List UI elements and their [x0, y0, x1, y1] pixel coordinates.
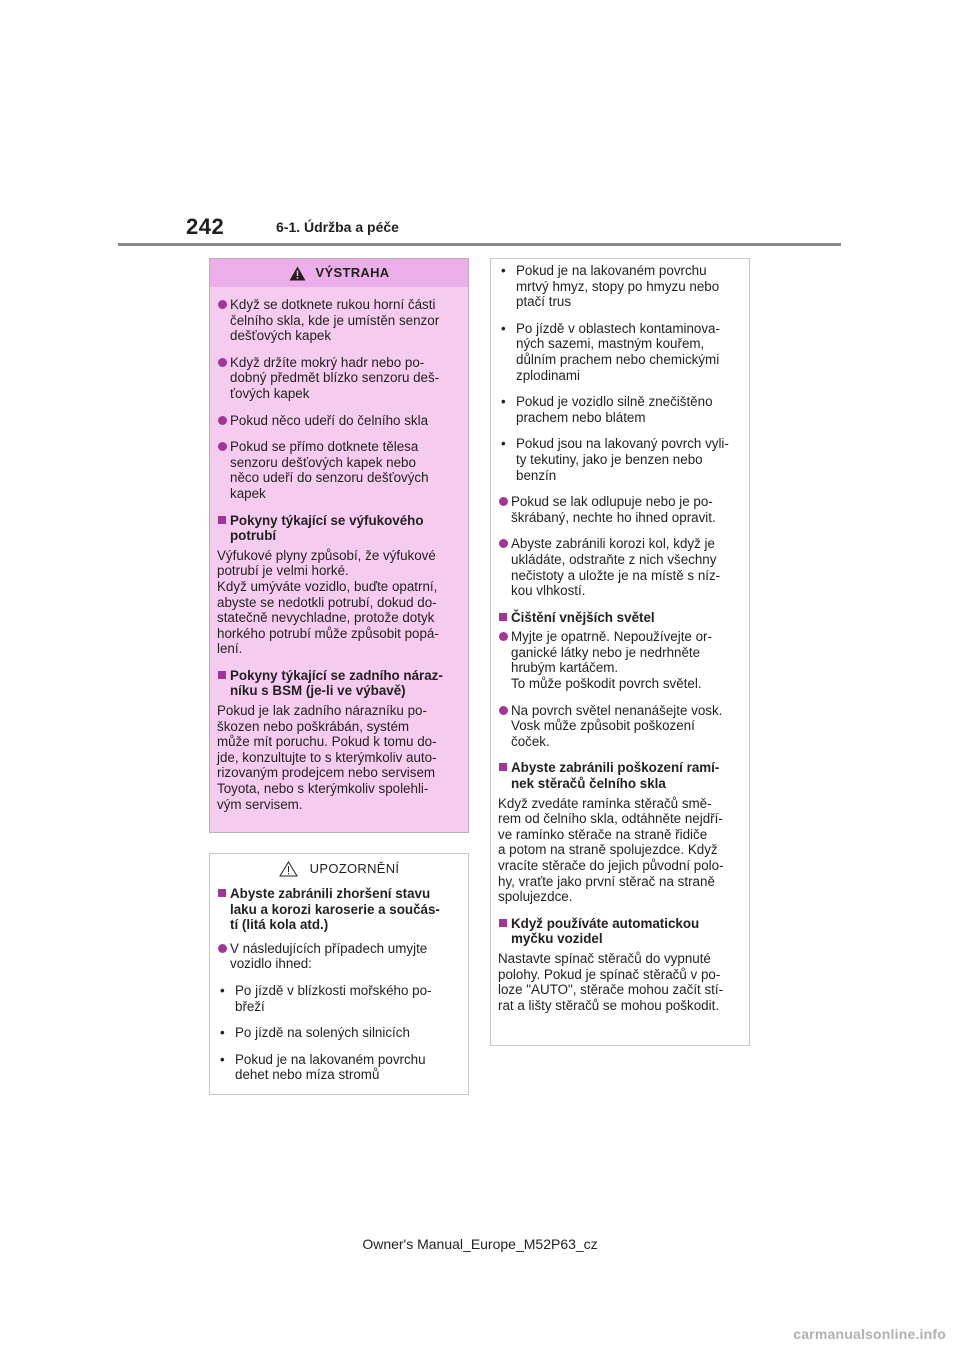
header-divider	[118, 243, 841, 246]
caution-list-item: • Po jízdě v blízkosti mořského po- břeží	[217, 983, 460, 1014]
warning-item: Když se dotknete rukou horní části čelního skla, kde je umístěn senzor dešťových kapek	[217, 297, 460, 344]
warning-subheading: Pokyny týkající se výfukového potrubí	[217, 513, 460, 544]
caution-box	[209, 853, 469, 1095]
caution-list-item: • Pokud jsou na lakovaný povrch vyli- ty tekutiny, jako je benzen nebo benzín	[498, 436, 741, 483]
page-number: 242	[186, 214, 225, 239]
warning-header	[210, 259, 468, 287]
warning-item: Pokud něco udeří do čelního skla	[217, 413, 460, 429]
caution-list-item: • Po jízdě na solených silnicích	[217, 1025, 460, 1041]
caution-item: Na povrch světel nenanášejte vosk. Vosk může způsobit poškození čoček.	[498, 703, 741, 750]
warning-subheading: Pokyny týkající se zadního náraz- níku s BSM (je-li ve výbavě)	[217, 668, 460, 699]
caution-subheading: Čištění vnějších světel	[498, 610, 741, 626]
warning-title: VÝSTRAHA	[315, 265, 390, 281]
caution-item: V následujících případech umyjte vozidlo ihned:	[217, 941, 460, 972]
footer-manual-id: Owner's Manual_Europe_M52P63_cz	[362, 1236, 598, 1252]
caution-paragraph: Nastavte spínač stěračů do vypnuté polohy. Pokud je spínač stěračů v po- loze "AUTO", stěrače mohou začít stí- rat a lišty stěračů se mohou poškodit.	[498, 950, 724, 1013]
caution-list-item: • Pokud je na lakovaném povrchu mrtvý hmyz, stopy po hmyzu nebo ptačí trus	[498, 263, 741, 310]
caution-item: Abyste zabránili korozi kol, když je ukládáte, odstraňte z nich všechny nečistoty a uložte je na místě s níz- kou vlhkostí.	[498, 536, 741, 598]
caution-continued-box	[490, 258, 750, 1046]
caution-list-item: • Pokud je na lakovaném povrchu dehet nebo míza stromů	[217, 1052, 460, 1083]
caution-title: UPOZORNĚNÍ	[309, 861, 400, 877]
caution-list-item: • Po jízdě v oblastech kontaminova- ných sazemi, mastným kouřem, důlním prachem nebo chemickými zplodinami	[498, 321, 741, 383]
caution-subheading: Abyste zabránili zhoršení stavu laku a korozi karoserie a součás- tí (litá kola atd.)	[217, 886, 460, 933]
caution-paragraph: Když zvedáte ramínka stěračů smě- rem od čelního skla, odtáhněte nejdří- ve ramínko stěrače na straně řidiče a potom na straně spolujezdce. Když vracíte stěrače do jejich původní polo- hy, vraťte jako první stěrač na straně spolujezdce.	[498, 795, 724, 905]
warning-item: Když držíte mokrý hadr nebo po- dobný předmět blízko senzoru deš- ťových kapek	[217, 355, 460, 402]
caution-list-item: • Pokud je vozidlo silně znečištěno prachem nebo blátem	[498, 394, 741, 425]
warning-paragraph: Výfukové plyny způsobí, že výfukové potrubí je velmi horké. Když umýváte vozidlo, buďte opatrní, abyste se nedotkli potrubí, dokud do- statečně nevychladne, protože dotyk horkého potrubí může způsobit popá- lení.	[217, 547, 439, 657]
warning-paragraph: Pokud je lak zadního nárazníku po- škozen nebo poškrábán, systém může mít poruchu. Pokud k tomu do- jde, konzultujte to s kterýmkoliv auto- rizovaným prodejcem nebo servisem Toyota, nebo s kterýmkoliv spolehli- vým servisem.	[217, 703, 437, 812]
caution-triangle-icon	[279, 861, 298, 877]
caution-subheading: Abyste zabránili poškození ramí- nek stěračů čelního skla	[498, 760, 741, 791]
caution-item: Myjte je opatrně. Nepoužívejte or- ganické látky nebo je nedrhněte hrubým kartáčem. To může poškodit povrch světel.	[498, 629, 741, 691]
warning-box	[209, 258, 469, 833]
watermark: carmanualsonline.info	[793, 1326, 946, 1342]
caution-header	[210, 854, 468, 884]
warning-triangle-icon	[289, 266, 306, 281]
caution-subheading: Když používáte automatickou myčku vozidel	[498, 916, 741, 947]
section-title: 6-1. Údržba a péče	[276, 219, 399, 235]
warning-item: Pokud se přímo dotknete tělesa senzoru dešťových kapek nebo něco udeří do senzoru dešťových kapek	[217, 439, 460, 501]
caution-item: Pokud se lak odlupuje nebo je po- škrábaný, nechte ho ihned opravit.	[498, 494, 741, 525]
